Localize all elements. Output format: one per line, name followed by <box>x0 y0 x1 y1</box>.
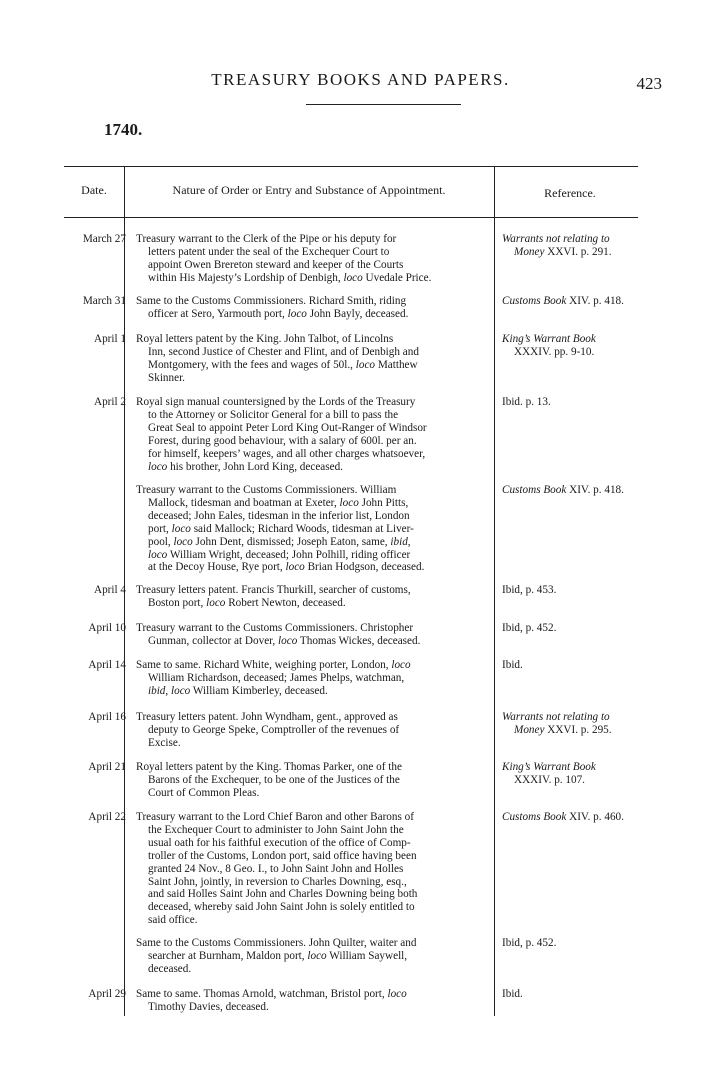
entry-text <box>136 333 488 385</box>
entry-reference-line: Ibid. <box>502 988 523 1000</box>
column-header-nature: Nature of Order or Entry and Substance of Appointment. <box>172 183 446 197</box>
entry-text <box>136 811 488 927</box>
entry-reference <box>502 988 648 1001</box>
entry-reference <box>502 761 648 787</box>
entry-text-line: troller of the Customs, London port, said office having been <box>148 849 417 862</box>
entry-date: April 2 <box>93 396 126 408</box>
entry-reference-line: Money XXVI. p. 291. <box>514 245 612 258</box>
entry-text-line: deceased, whereby said John Saint John is solely entitled to <box>148 901 415 914</box>
entry-text-line: Skinner. <box>148 371 185 384</box>
entry-text-line: loco his brother, John Lord King, deceased. <box>148 460 343 473</box>
entry-reference <box>502 396 648 409</box>
entry-date: March 31 <box>82 295 126 307</box>
entry-text <box>136 937 488 976</box>
entry-text-line: letters patent under the seal of the Exchequer Court to <box>148 245 390 258</box>
entry-reference <box>502 233 648 259</box>
entry-text-line: port, loco said Mallock; Richard Woods, tidesman at Liver- <box>148 522 414 535</box>
entry-text-line: Court of Common Pleas. <box>148 786 260 799</box>
entry-text <box>136 396 488 473</box>
entry-reference <box>502 711 648 737</box>
entry-text-line: usual oath for his faithful execution of the office of Comp- <box>148 836 411 849</box>
entry-reference <box>502 584 648 597</box>
entry-date: April 22 <box>88 811 126 823</box>
entry-reference-line: Ibid. p. 13. <box>502 396 551 408</box>
entry-date: April 10 <box>88 622 126 634</box>
header-bottom-rule <box>64 217 638 218</box>
entry-text-line: officer at Sero, Yarmouth port, loco John Bayly, deceased. <box>148 307 409 320</box>
entry-text-line: for himself, keepers’ wages, and all other charges whatsoever, <box>148 447 426 460</box>
entry-reference <box>502 811 648 824</box>
entry-text-line: Forest, during good behaviour, with a salary of 600l. per an. <box>148 434 417 447</box>
entry-text-line: pool, loco John Dent, dismissed; Joseph Eaton, same, ibid, <box>148 535 411 548</box>
entry-text-line: within His Majesty’s Lordship of Denbigh, loco Uvedale Price. <box>148 271 432 284</box>
entry-text-line: and said Holles Saint John and Charles Downing being both <box>148 888 418 901</box>
entry-reference-line: Warrants not relating to <box>502 711 610 723</box>
entry-date: April 1 <box>93 333 126 345</box>
entry-text-line: Saint John, jointly, in reversion to Charles Downing, esq., <box>148 875 407 888</box>
entry-text <box>136 295 488 321</box>
entry-text-line: Same to the Customs Commissioners. Richard Smith, riding <box>136 295 407 307</box>
entry-text-line: Treasury letters patent. John Wyndham, gent., approved as <box>136 711 398 723</box>
entry-date: April 21 <box>88 761 126 773</box>
entry-text-line: deputy to George Speke, Comptroller of the revenues of <box>148 723 400 736</box>
running-title: TREASURY BOOKS AND PAPERS. <box>211 70 510 89</box>
entry-text-line: Great Seal to appoint Peter Lord King Out-Ranger of Windsor <box>148 421 427 434</box>
entry-text-line: appoint Owen Brereton steward and keeper of the Courts <box>148 258 404 271</box>
entry-text-line: the Exchequer Court to administer to John Saint John the <box>148 823 404 836</box>
entry-text-line: searcher at Burnham, Maldon port, loco William Saywell, <box>148 949 408 962</box>
entry-reference <box>502 484 648 497</box>
entry-text-line: Same to same. Thomas Arnold, watchman, Bristol port, loco <box>136 988 407 1000</box>
entry-text-line: granted 24 Nov., 8 Geo. I., to John Saint John and Holles <box>148 862 404 875</box>
entry-text <box>136 711 488 750</box>
entry-reference-line: Customs Book XIV. p. 418. <box>502 484 624 496</box>
entry-text-line: Treasury warrant to the Customs Commissioners. Christopher <box>136 622 414 634</box>
entry-text-line: Mallock, tidesman and boatman at Exeter, loco John Pitts, <box>148 496 409 509</box>
entry-text <box>136 988 488 1014</box>
entry-text <box>136 659 488 698</box>
entry-date: March 27 <box>82 233 126 245</box>
page-number: 423 <box>636 74 662 93</box>
entry-date: April 29 <box>88 988 126 1000</box>
entry-text-line: Inn, second Justice of Chester and Flint, and of Denbigh and <box>148 345 419 358</box>
entry-text-line: Treasury warrant to the Lord Chief Baron and other Barons of <box>136 811 414 823</box>
entry-text-line: said office. <box>148 914 198 927</box>
entry-text <box>136 622 488 648</box>
entry-text-line: to the Attorney or Solicitor General for a bill to pass the <box>148 408 399 421</box>
entry-reference-line: Ibid, p. 452. <box>502 937 557 949</box>
entry-reference <box>502 333 648 359</box>
entry-reference-line: King’s Warrant Book <box>502 761 596 773</box>
entry-text <box>136 233 488 285</box>
entry-reference <box>502 295 648 308</box>
entry-text-line: Treasury letters patent. Francis Thurkill, searcher of customs, <box>136 584 411 596</box>
entry-text-line: ibid, loco William Kimberley, deceased. <box>148 684 328 697</box>
column-header-date: Date. <box>81 183 107 197</box>
entry-text-line: Barons of the Exchequer, to be one of the Justices of the <box>148 773 400 786</box>
entry-reference-line: Ibid. <box>502 659 523 671</box>
entry-text-line: Boston port, loco Robert Newton, deceased. <box>148 596 346 609</box>
entry-text <box>136 484 488 574</box>
entry-text-line: Royal letters patent by the King. Thomas Parker, one of the <box>136 761 402 773</box>
entry-text-line: Royal letters patent by the King. John Talbot, of Lincolns <box>136 333 394 345</box>
entry-date: April 14 <box>88 659 126 671</box>
entry-text-line: deceased. <box>148 962 192 975</box>
entry-text-line: at the Decoy House, Rye port, loco Brian Hodgson, deceased. <box>148 561 425 574</box>
entry-reference-line: Ibid, p. 453. <box>502 584 557 596</box>
entry-text-line: William Richardson, deceased; James Phelps, watchman, <box>148 671 405 684</box>
entry-reference-line: XXXIV. pp. 9-10. <box>514 345 595 358</box>
entry-reference-line: Ibid, p. 452. <box>502 622 557 634</box>
entry-reference-line: Warrants not relating to <box>502 233 610 245</box>
entry-text-line: Same to the Customs Commissioners. John Quilter, waiter and <box>136 937 417 949</box>
column-header-reference: Reference. <box>544 186 596 200</box>
entry-text-line: Gunman, collector at Dover, loco Thomas Wickes, deceased. <box>148 634 421 647</box>
table-top-rule <box>64 166 638 167</box>
entry-text-line: Treasury warrant to the Customs Commissioners. William <box>136 484 397 496</box>
year-heading: 1740. <box>104 120 143 139</box>
entry-reference-line: King’s Warrant Book <box>502 333 596 345</box>
entry-text-line: Royal sign manual countersigned by the Lords of the Treasury <box>136 396 416 408</box>
entry-reference-line: Money XXVI. p. 295. <box>514 723 612 736</box>
entry-text-line: Montgomery, with the fees and wages of 50l., loco Matthew <box>148 358 418 371</box>
entry-text <box>136 584 488 610</box>
entry-reference <box>502 659 648 672</box>
title-rule <box>306 104 461 105</box>
entry-text-line: deceased; John Eales, tidesman in the inferior list, London <box>148 509 410 522</box>
entry-text-line: Treasury warrant to the Clerk of the Pipe or his deputy for <box>136 233 397 245</box>
entry-text <box>136 761 488 800</box>
entry-date: April 4 <box>93 584 126 596</box>
entry-text-line: loco William Wright, deceased; John Polhill, riding officer <box>148 548 411 561</box>
entry-date: April 16 <box>88 711 126 723</box>
entry-reference-line: Customs Book XIV. p. 418. <box>502 295 624 307</box>
column-divider-reference <box>494 166 495 1016</box>
entry-text-line: Same to same. Richard White, weighing porter, London, loco <box>136 659 411 671</box>
entry-text-line: Timothy Davies, deceased. <box>148 1000 269 1013</box>
entry-text-line: Excise. <box>148 736 181 749</box>
entry-reference <box>502 622 648 635</box>
entry-reference-line: XXXIV. p. 107. <box>514 773 585 786</box>
entry-reference-line: Customs Book XIV. p. 460. <box>502 811 624 823</box>
entry-reference <box>502 937 648 950</box>
